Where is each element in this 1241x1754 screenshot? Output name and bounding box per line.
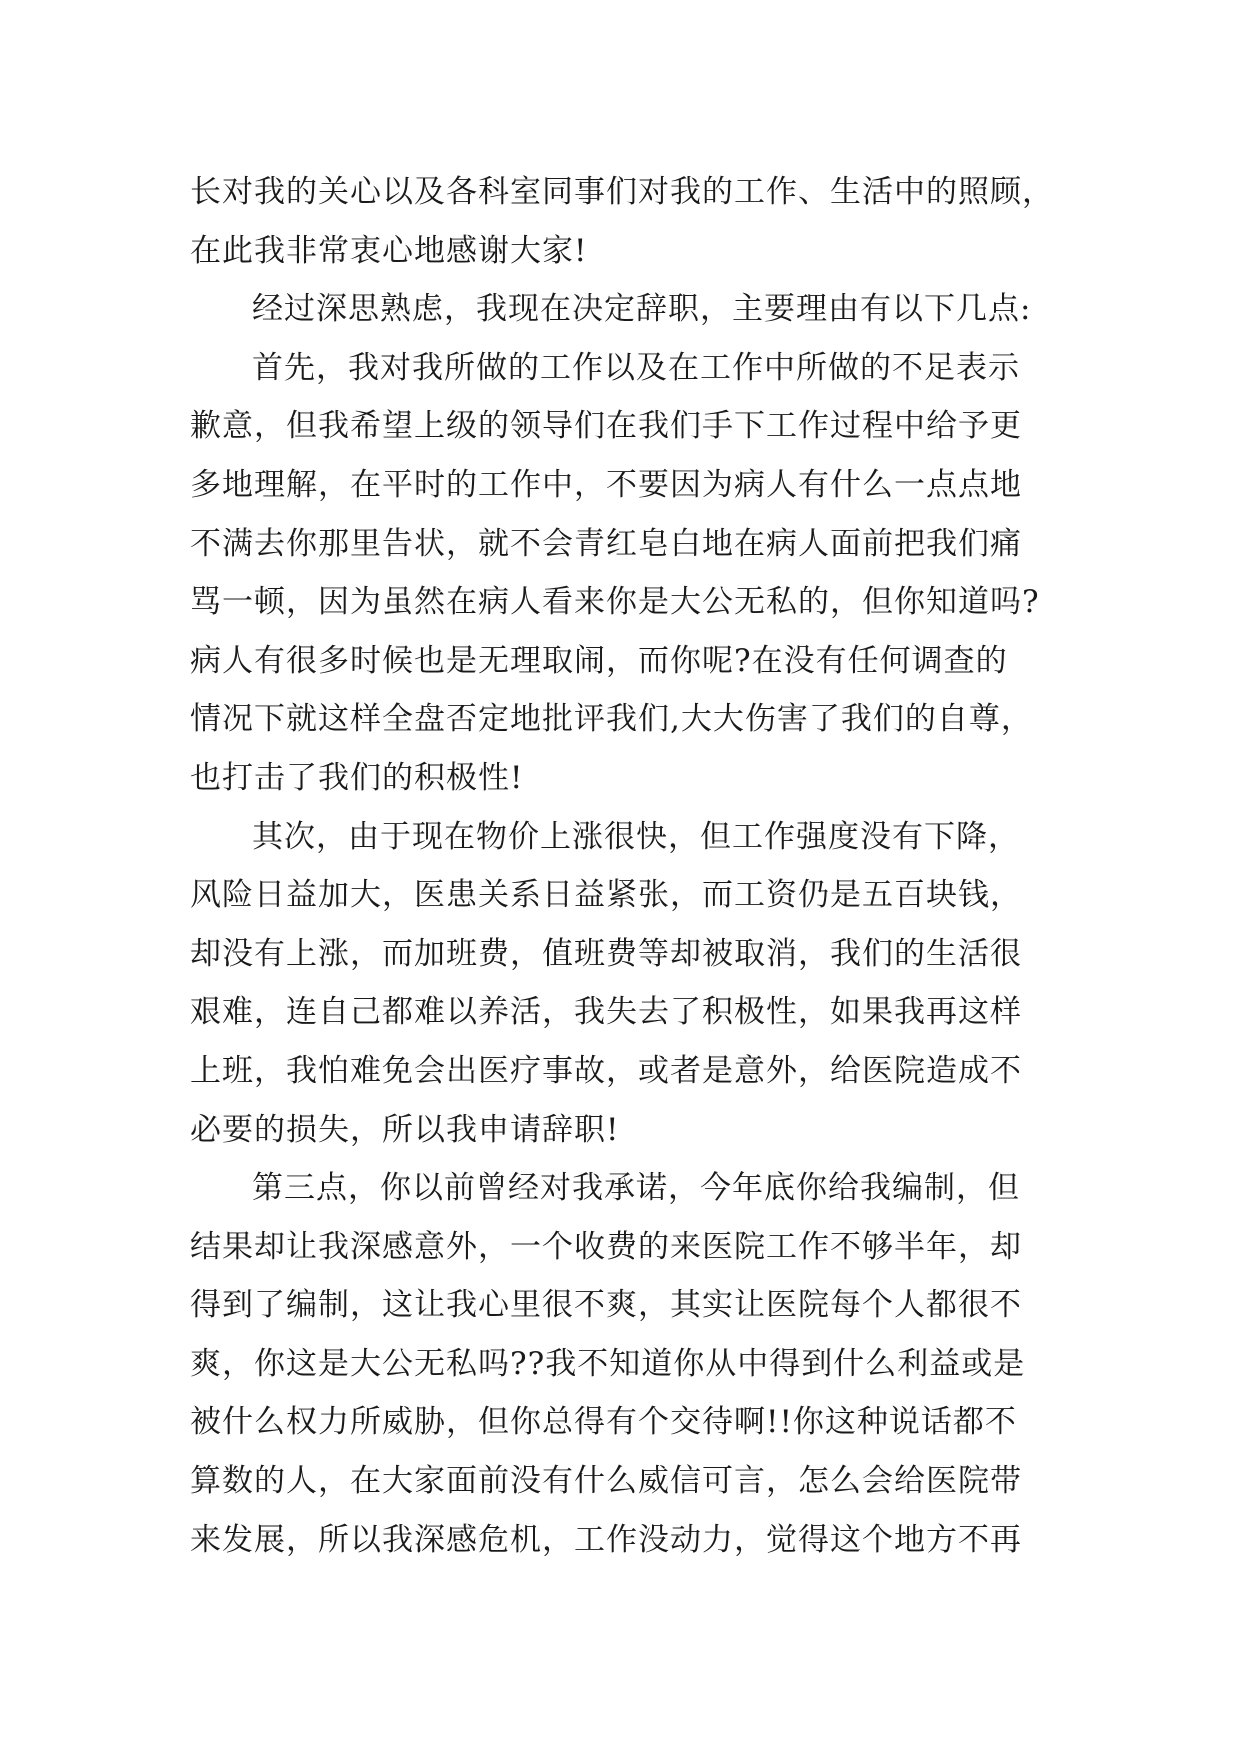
paragraph-start-line: 首先，我对我所做的工作以及在工作中所做的不足表示 — [252, 349, 1020, 386]
text-line: 在此我非常衷心地感谢大家! — [190, 232, 588, 269]
text-line: 却没有上涨，而加班费，值班费等却被取消，我们的生活很 — [190, 935, 1022, 972]
text-line: 结果却让我深感意外，一个收费的来医院工作不够半年，却 — [190, 1228, 1022, 1265]
text-line: 骂一顿，因为虽然在病人看来你是大公无私的，但你知道吗? — [190, 584, 1040, 621]
text-line: 不满去你那里告状，就不会青红皂白地在病人面前把我们痛 — [190, 525, 1022, 562]
text-line: 多地理解，在平时的工作中，不要因为病人有什么一点点地 — [190, 466, 1022, 503]
paragraph-start-line: 其次，由于现在物价上涨很快，但工作强度没有下降， — [252, 818, 1020, 855]
text-line: 也打击了我们的积极性! — [190, 759, 524, 796]
text-line: 上班，我怕难免会出医疗事故，或者是意外，给医院造成不 — [190, 1052, 1022, 1089]
paragraph-start-line: 第三点，你以前曾经对我承诺，今年底你给我编制，但 — [252, 1170, 1020, 1207]
text-line: 长对我的关心以及各科室同事们对我的工作、生活中的照顾， — [190, 174, 1054, 210]
text-line: 必要的损失，所以我申请辞职! — [190, 1111, 620, 1148]
text-line: 被什么权力所威胁，但你总得有个交待啊!!你这种说话都不 — [190, 1404, 1017, 1441]
paragraph-start-line: 经过深思熟虑，我现在决定辞职，主要理由有以下几点: — [252, 291, 1032, 328]
text-line: 来发展，所以我深感危机，工作没动力，觉得这个地方不再 — [190, 1521, 1022, 1558]
text-line: 歉意，但我希望上级的领导们在我们手下工作过程中给予更 — [190, 408, 1022, 445]
text-line: 得到了编制，这让我心里很不爽，其实让医院每个人都很不 — [190, 1287, 1022, 1324]
text-line: 风险日益加大，医患关系日益紧张，而工资仍是五百块钱， — [190, 877, 1022, 914]
text-line: 病人有很多时候也是无理取闹，而你呢?在没有任何调查的 — [190, 642, 1008, 679]
text-line: 算数的人，在大家面前没有什么威信可言，怎么会给医院带 — [190, 1463, 1022, 1500]
document-body — [190, 163, 1090, 1569]
text-line: 爽，你这是大公无私吗??我不知道你从中得到什么利益或是 — [190, 1345, 1026, 1382]
text-line: 情况下就这样全盘否定地批评我们,大大伤害了我们的自尊， — [190, 701, 1033, 738]
text-line: 艰难，连自己都难以养活，我失去了积极性，如果我再这样 — [190, 994, 1022, 1031]
